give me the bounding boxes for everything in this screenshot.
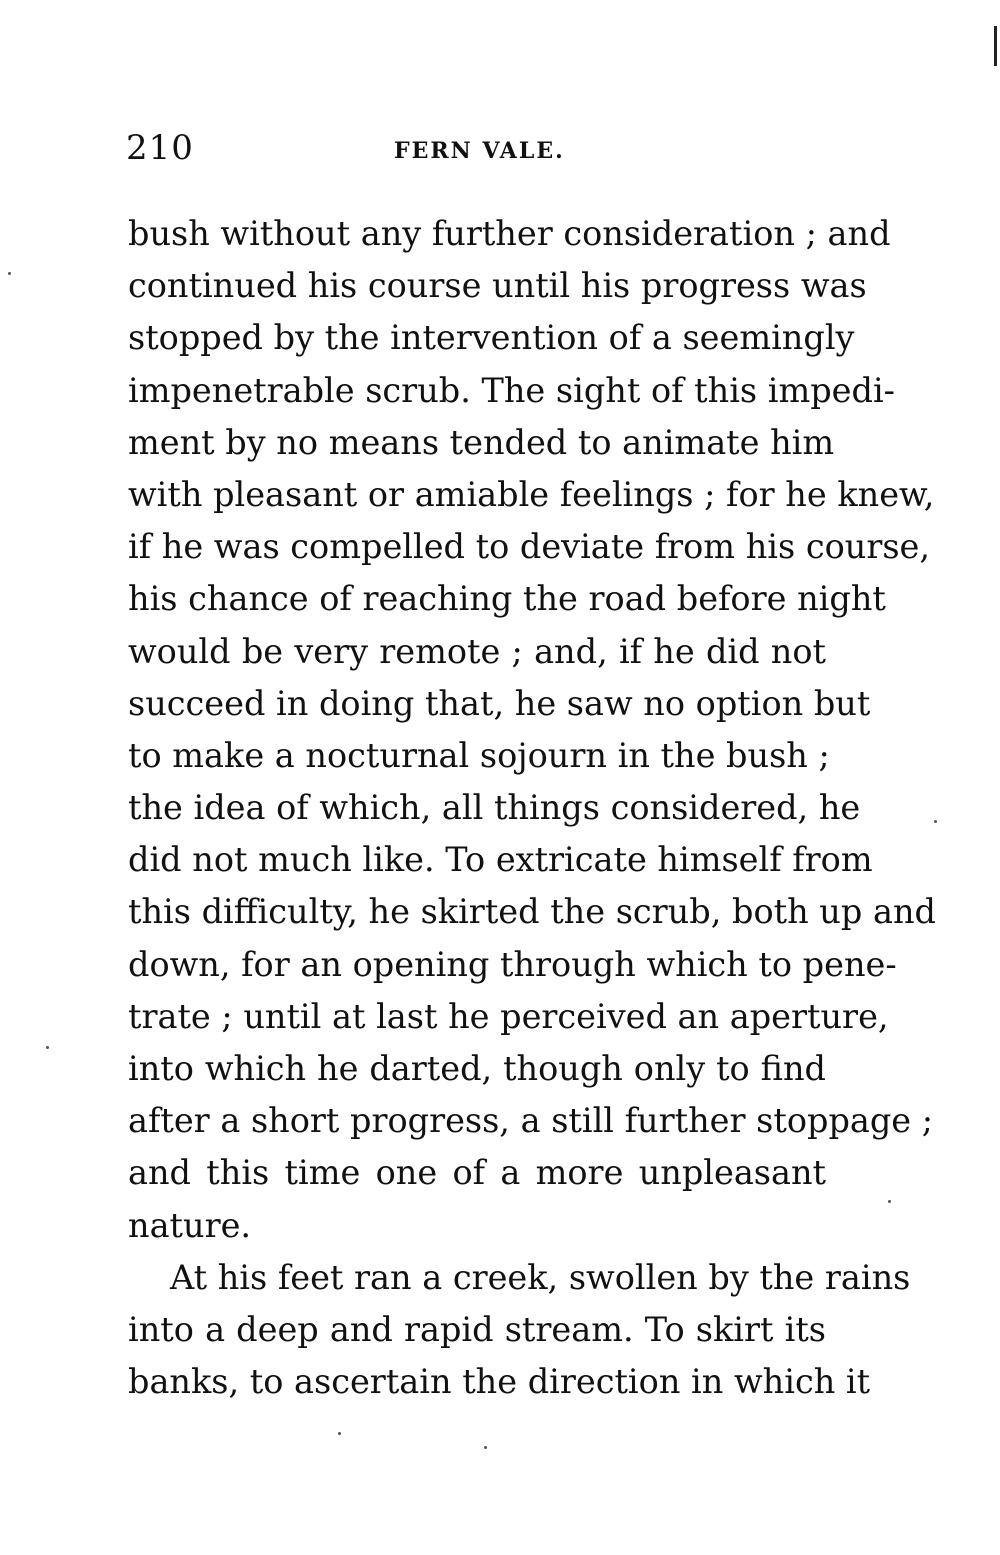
page-number: 210 bbox=[126, 128, 194, 168]
text-line: and this time one of a more unpleasant bbox=[128, 1153, 826, 1193]
text-line: into a deep and rapid stream. To skirt its bbox=[128, 1309, 826, 1349]
text-line: with pleasant or amiable feelings ; for he knew, bbox=[128, 474, 935, 514]
text-line: would be very remote ; and, if he did not bbox=[128, 631, 826, 671]
text-line: nature. bbox=[128, 1205, 252, 1245]
running-title: FERN VALE. bbox=[394, 138, 565, 164]
text-line: did not much like. To extricate himself from bbox=[128, 840, 873, 880]
text-line: after a short progress, a still further stoppage ; bbox=[128, 1101, 934, 1141]
text-line: down, for an opening through which to pene- bbox=[128, 944, 897, 984]
text-line: banks, to ascertain the direction in which it bbox=[128, 1362, 871, 1402]
text-line: his chance of reaching the road before night bbox=[128, 579, 886, 619]
text-line: this difficulty, he skirted the scrub, both up and bbox=[128, 892, 936, 932]
text-line: the idea of which, all things considered, he bbox=[128, 788, 861, 828]
text-line: into which he darted, though only to find bbox=[128, 1049, 826, 1088]
page-header bbox=[126, 128, 826, 172]
text-line: At his feet ran a creek, swollen by the rains bbox=[170, 1257, 911, 1297]
text-line: bush without any further consideration ; and bbox=[128, 214, 891, 253]
text-line: if he was compelled to deviate from his course, bbox=[128, 527, 931, 567]
margin-mark bbox=[994, 26, 997, 66]
paragraph-2 bbox=[128, 1252, 911, 1409]
text-line: continued his course until his progress was bbox=[128, 266, 867, 306]
print-speck bbox=[934, 820, 937, 823]
text-line: ment by no means tended to animate him bbox=[128, 422, 835, 462]
text-line: to make a nocturnal sojourn in the bush ; bbox=[128, 735, 830, 775]
paragraph-1 bbox=[128, 208, 936, 1252]
print-speck bbox=[338, 1432, 341, 1435]
print-speck bbox=[8, 272, 11, 275]
text-line: succeed in doing that, he saw no option but bbox=[128, 683, 871, 723]
print-speck bbox=[46, 1046, 49, 1049]
print-speck bbox=[484, 1446, 487, 1449]
body-text bbox=[128, 208, 936, 1408]
text-line: trate ; until at last he perceived an aperture, bbox=[128, 996, 889, 1036]
print-speck bbox=[888, 1200, 891, 1203]
text-line: impenetrable scrub. The sight of this impedi- bbox=[128, 370, 895, 410]
text-line: stopped by the intervention of a seemingly bbox=[128, 318, 855, 358]
